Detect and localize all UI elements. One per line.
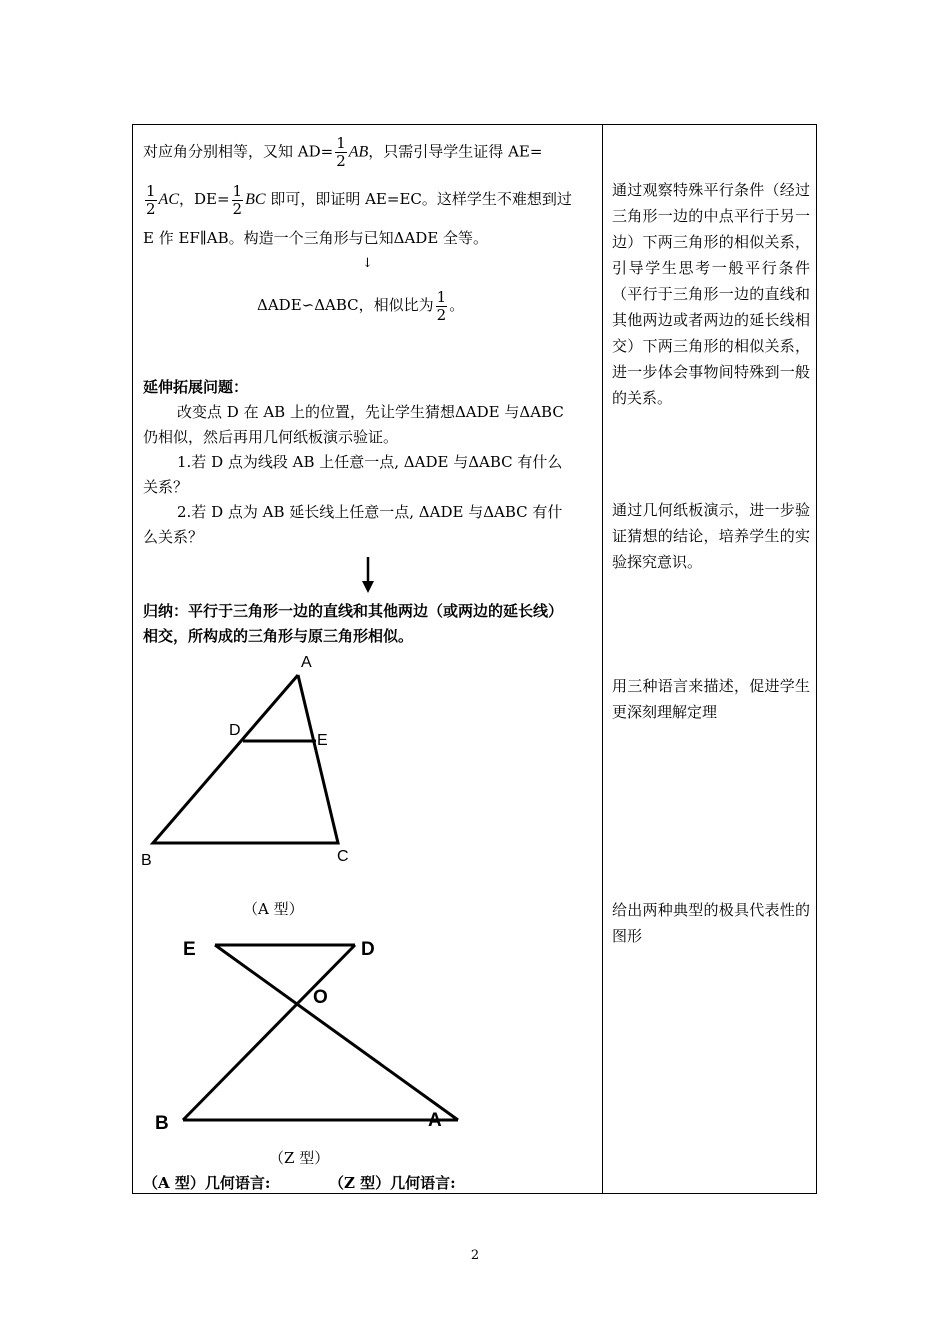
summary-text: 相交，所构成的三角形与原三角形相似。 [143, 627, 414, 645]
math-variable: BC [245, 191, 266, 208]
caption-z: （Z 型） [269, 1149, 330, 1167]
caption-a: （A 型） [243, 900, 304, 918]
fraction-denominator: 2 [146, 199, 156, 218]
fraction-numerator: 1 [232, 181, 243, 200]
text-segment: ，只需引导学生证得 AE= [368, 142, 543, 161]
fraction-denominator: 2 [336, 152, 346, 170]
label-e: E [183, 939, 196, 960]
text-segment: 。 [449, 296, 465, 314]
text-segment: ，DE= [179, 190, 230, 208]
geometry-language-a: （A 型）几何语言: [143, 1174, 271, 1192]
teaching-note-3: 用三种语言来描述，促进学生更深刻理解定理 [612, 677, 810, 721]
down-arrow-small-icon: ↓ [362, 256, 373, 271]
column-divider [602, 125, 603, 1193]
extension-text: 仍相似，然后再用几何纸板演示验证。 [143, 428, 399, 446]
lesson-table [132, 124, 817, 1194]
text-line-1 [143, 135, 542, 170]
teaching-note-4: 给出两种典型的极具代表性的图形 [612, 901, 810, 945]
summary-text: 归纳：平行于三角形一边的直线和其他两边（或两边的延长线） [143, 602, 564, 620]
label-b: B [155, 1113, 169, 1134]
geometry-language-z: （Z 型）几何语言: [329, 1174, 456, 1192]
triangle-abc [153, 675, 338, 843]
question-1: 关系？ [143, 478, 189, 496]
question-2: 2.若 D 点为 AB 延长线上任意一点, ΔADE 与ΔABC 有什 [177, 503, 563, 521]
label-c: C [337, 848, 349, 865]
fraction-denominator: 2 [436, 305, 447, 324]
teaching-note-1: 通过观察特殊平行条件（经过三角形一边的中点平行于另一边）下两三角形的相似关系，引导学生思考一般平行条件（平行于三角形一边的直线和其他两边或者两边的延长线相交）下两三角形的相似关系，进一步体会事物间特殊到一般的关系。 [612, 181, 810, 407]
similarity-line [257, 287, 464, 324]
fraction-numerator: 1 [436, 287, 447, 306]
fraction-numerator: 1 [336, 134, 346, 152]
extension-title: 延伸拓展问题： [143, 378, 249, 396]
label-b: B [141, 852, 152, 869]
label-d: D [361, 939, 375, 960]
label-e: E [317, 732, 328, 749]
down-arrow-large-icon [358, 557, 378, 595]
fraction-numerator: 1 [146, 181, 156, 200]
fraction [335, 135, 347, 170]
label-o: O [313, 987, 328, 1008]
fraction [145, 183, 157, 218]
page-number: 2 [470, 1248, 480, 1263]
text-segment: 对应角分别相等，又知 AD= [143, 142, 334, 161]
text-line-2 [143, 181, 572, 218]
label-a: A [301, 654, 312, 671]
figure-z-triangles [133, 925, 473, 1140]
question-1: 1.若 D 点为线段 AB 上任意一点, ΔADE 与ΔABC 有什么 [177, 453, 563, 471]
fraction [232, 183, 244, 218]
text-segment: ΔADE∽ΔABC，相似比为 [257, 296, 434, 314]
extension-text: 改变点 D 在 AB 上的位置，先让学生猜想ΔADE 与ΔABC [177, 403, 564, 421]
text-line-3: E 作 EF∥AB。构造一个三角形与已知ΔADE 全等。 [143, 229, 489, 247]
segment-ea [215, 945, 458, 1120]
segment-db [183, 945, 355, 1120]
figure-a-triangle [133, 645, 373, 875]
math-variable: AB [348, 143, 369, 161]
text-segment: 即可，即证明 AE=EC。这样学生不难想到过 [270, 190, 572, 208]
label-a: A [428, 1110, 442, 1131]
math-variable: AC [158, 191, 179, 208]
question-2: 么关系？ [143, 528, 204, 546]
label-d: D [229, 722, 241, 739]
fraction [436, 289, 448, 324]
teaching-note-2: 通过几何纸板演示，进一步验证猜想的结论，培养学生的实验探究意识。 [612, 501, 810, 571]
fraction-denominator: 2 [232, 199, 243, 218]
